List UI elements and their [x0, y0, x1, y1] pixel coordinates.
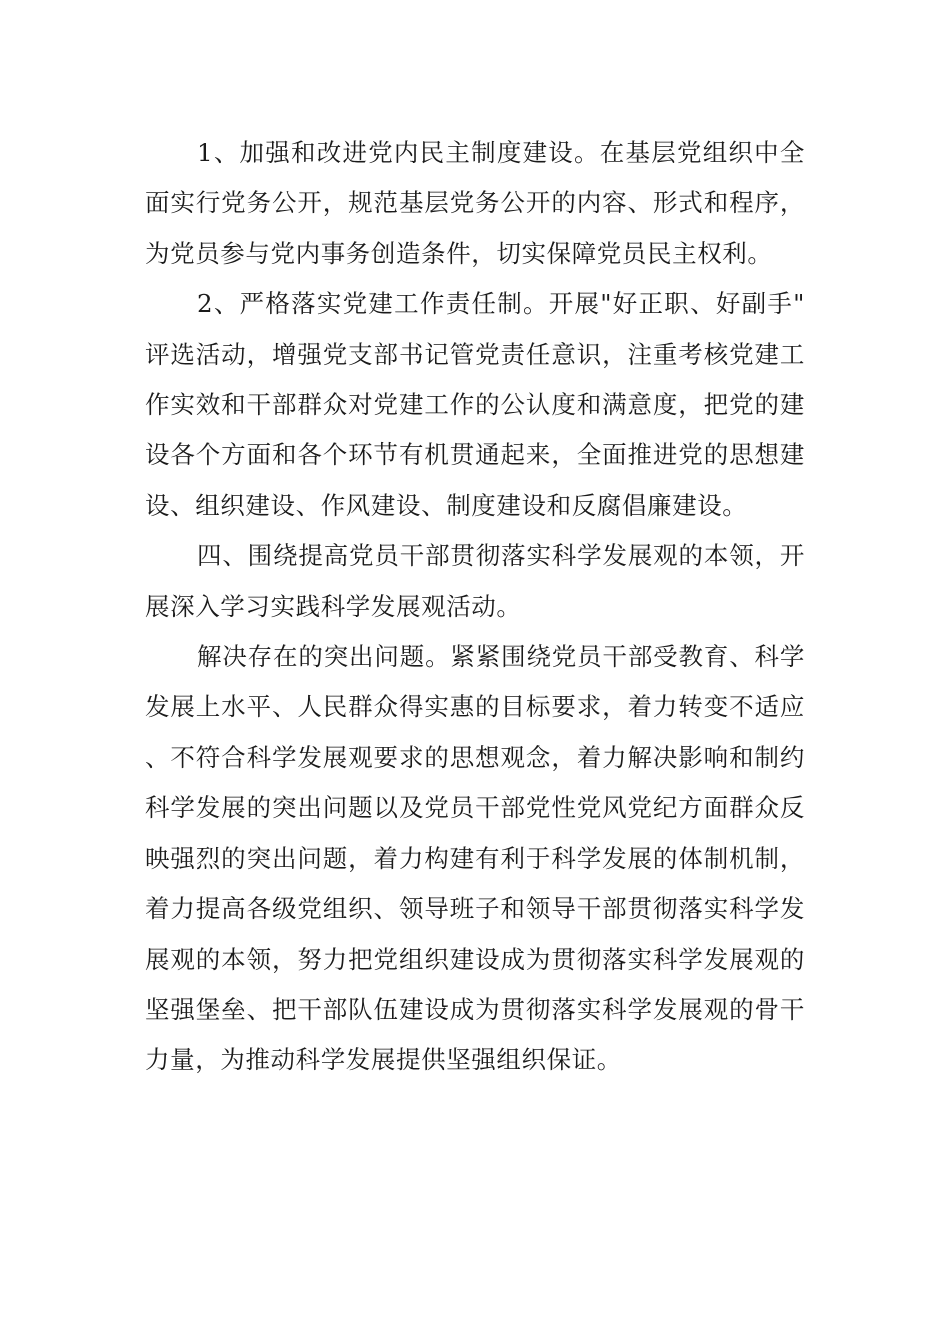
- section-heading-four: [145, 531, 805, 632]
- text-line: 建工作实效和干部群众对党建工作的公认度和满意度，把: [145, 339, 805, 420]
- text-line: 面实行党务公开，规范基层党务公开的内容、形式和程序，: [145, 188, 805, 218]
- text-line: 科学发展观的骨干力量，为推动科学发展提供坚强组织保: [145, 994, 805, 1075]
- text-line: 四、围绕提高党员干部贯彻落实科学发展观的本领，: [197, 541, 780, 571]
- text-line: 体制机制，着力提高各级党组织、领导班子和领导干部贯: [145, 843, 805, 924]
- text-line: 建设。: [672, 490, 748, 520]
- text-line: 手"评选活动，增强党支部书记管党责任意识，注重考核党: [145, 289, 805, 369]
- text-line: 证。: [571, 1045, 622, 1075]
- text-line: 学发展上水平、人民群众得实惠的目标要求，着力转变不: [145, 642, 805, 722]
- text-line: 实科学发展观的坚强堡垒、把干部队伍建设成为贯彻落实: [145, 944, 805, 1024]
- document-body: [145, 128, 805, 1086]
- paragraph-democracy-system: [145, 128, 805, 279]
- text-line: 开展深入学习实践科学发展观活动。: [145, 541, 805, 621]
- text-line: 党的建设各个方面和各个环节有机贯通起来，全面推进党: [145, 390, 805, 470]
- text-line: 彻落实科学发展观的本领，努力把党组织建设成为贯彻落: [145, 894, 805, 974]
- text-line: 2、严格落实党建工作责任制。开展"好正职、好副: [197, 289, 768, 319]
- text-line: 适应、不符合科学发展观要求的思想观念，着力解决影响: [145, 692, 805, 772]
- text-line: 面群众反映强烈的突出问题，着力构建有利于科学发展的: [145, 793, 805, 873]
- paragraph-solve-problems: [145, 632, 805, 1086]
- text-line: 的思想建设、组织建设、作风建设、制度建设和反腐倡廉: [145, 440, 805, 520]
- text-line: 和制约科学发展的突出问题以及党员干部党性党风党纪方: [145, 742, 805, 823]
- text-line: 解决存在的突出问题。紧紧围绕党员干部受教育、科: [197, 642, 780, 672]
- text-line: 为党员参与党内事务创造条件，切实保障党员民主权利。: [145, 238, 773, 268]
- paragraph-responsibility-system: [145, 279, 805, 531]
- text-line: 1、加强和改进党内民主制度建设。在基层党组织中全: [197, 138, 805, 167]
